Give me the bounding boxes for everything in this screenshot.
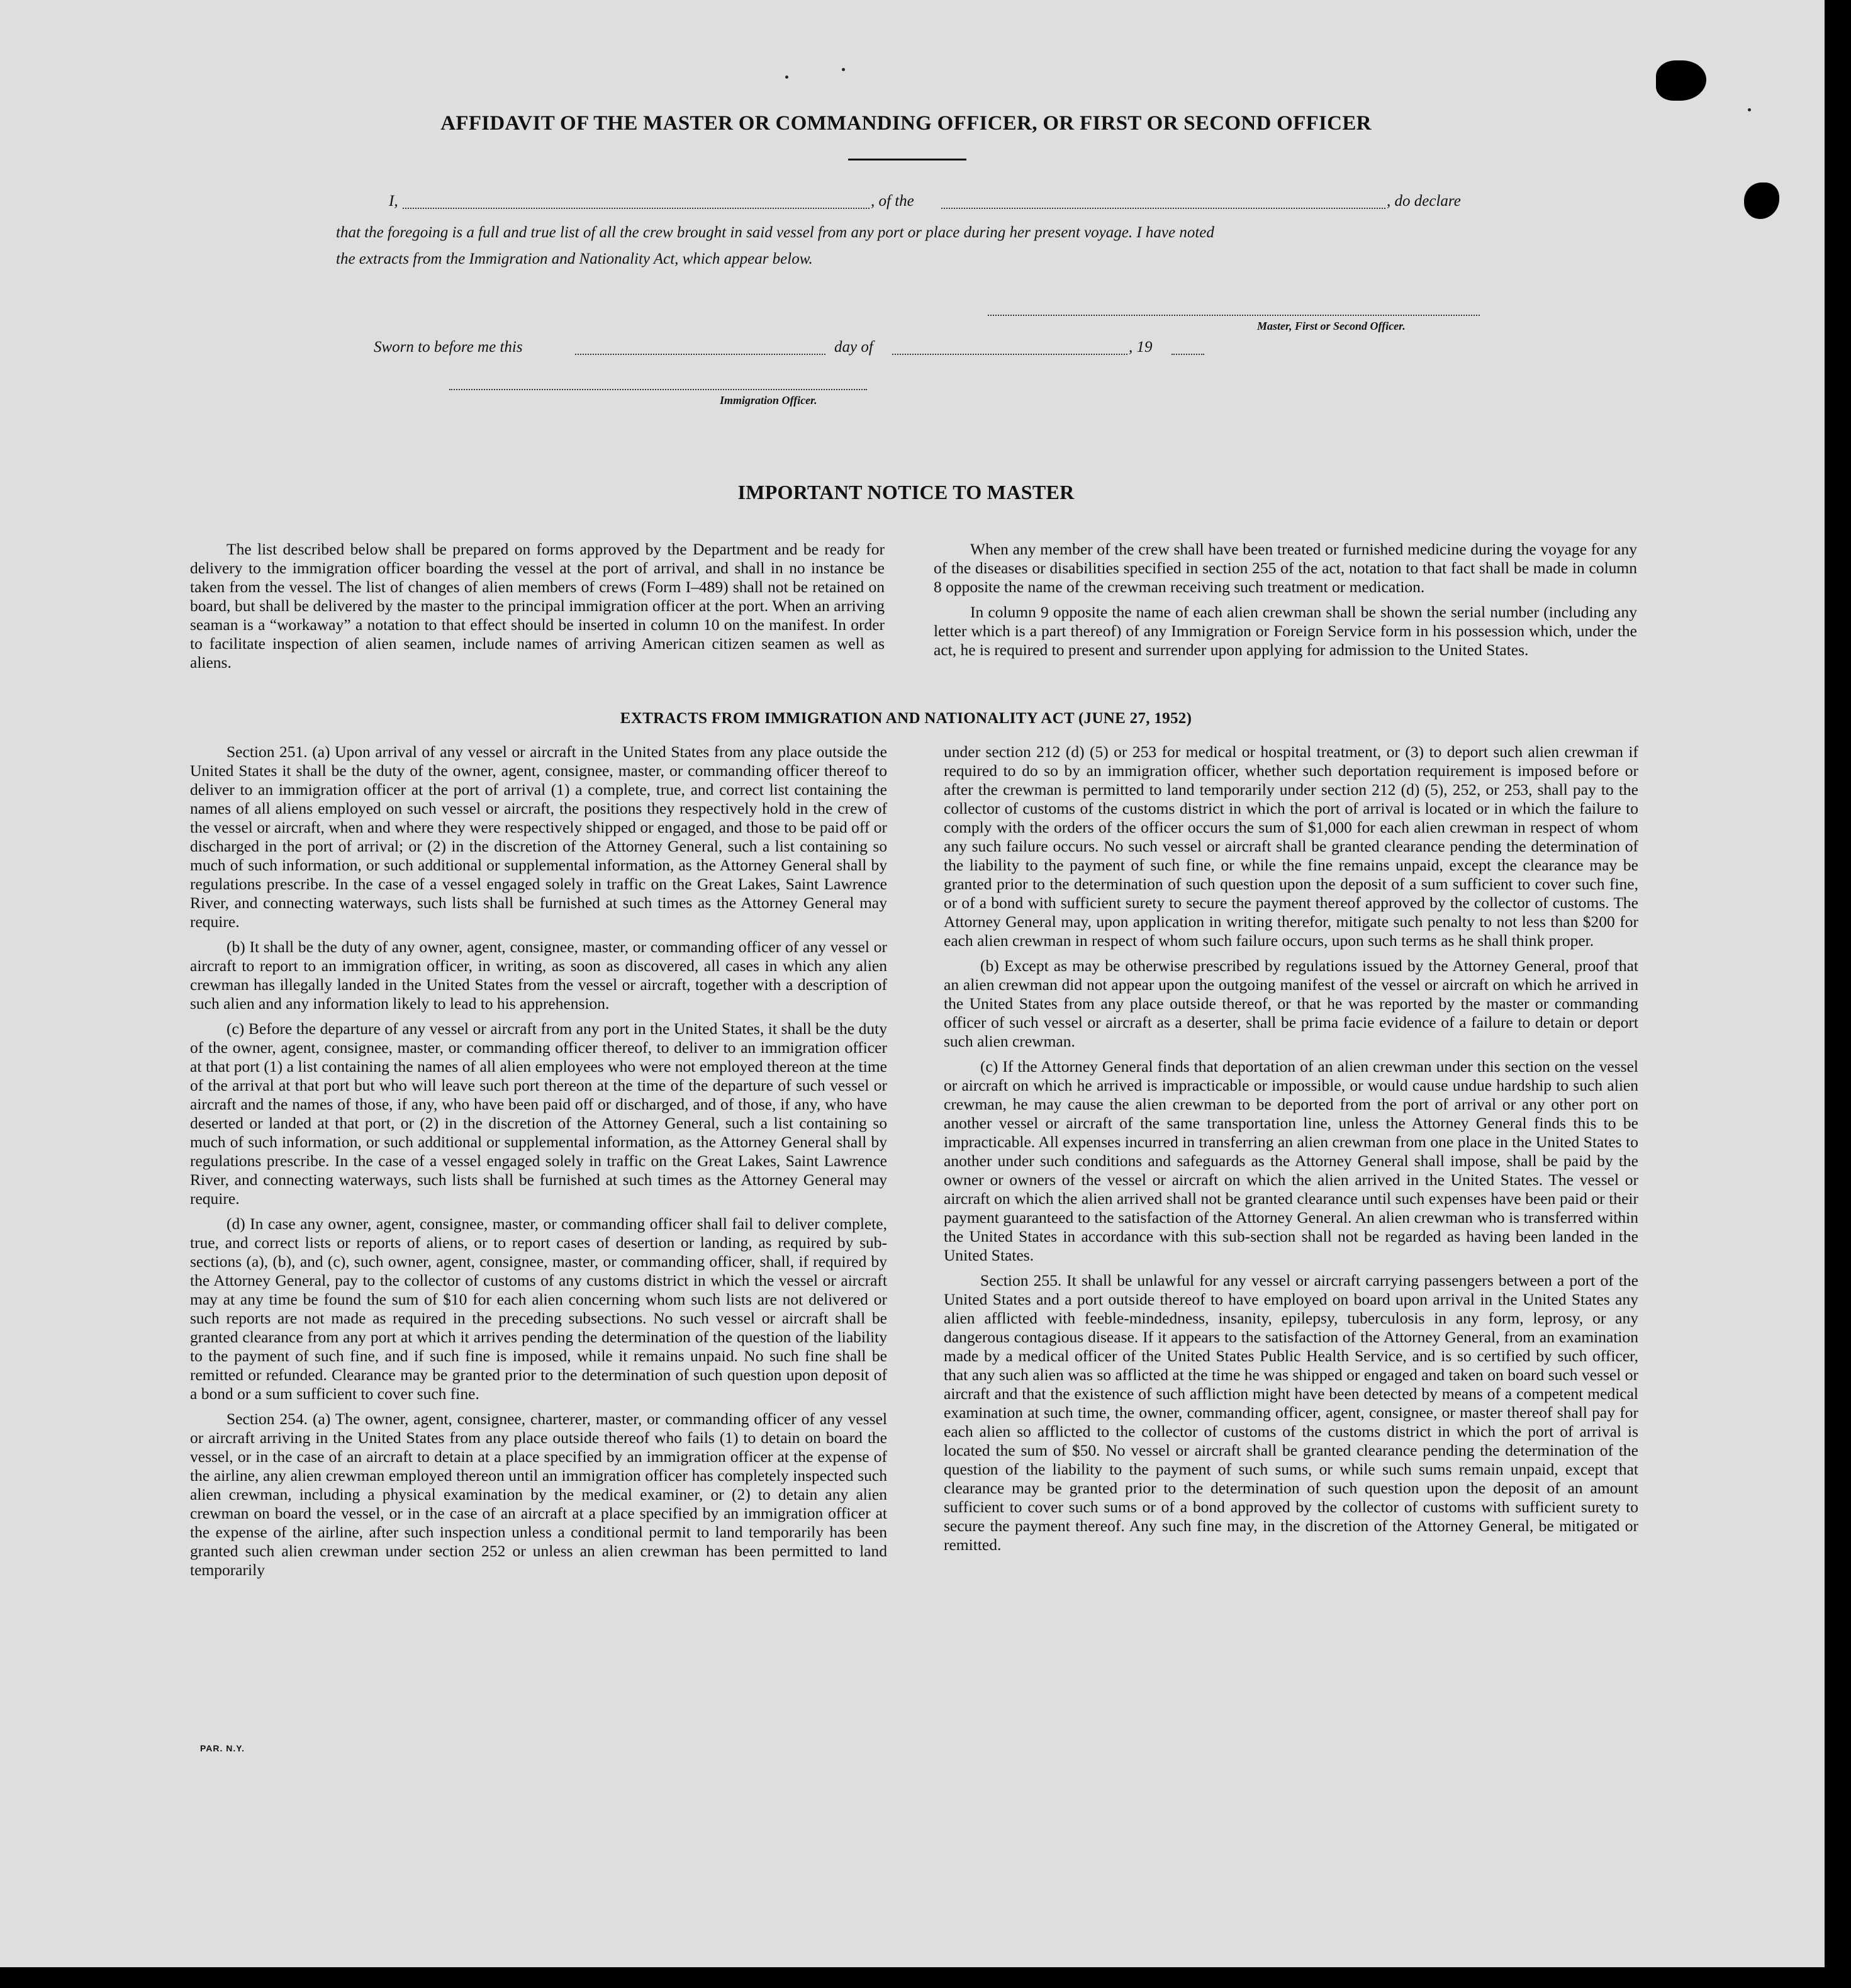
vessel-blank[interactable] (941, 208, 1385, 209)
ink-blot (1744, 183, 1779, 219)
sworn-day-blank[interactable] (575, 354, 825, 355)
ink-blot (1656, 60, 1706, 101)
month-blank[interactable] (892, 354, 1127, 355)
section-254a-continued: under section 212 (d) (5) or 253 for medical or hospital treatment, or (3) to deport such alien crewman if required to do so by an immigration officer, whether such deportation requirement is imposed before or after the crewman is permitted to land temporarily under section 212 (d) (5), 252, or 253, shall pay to the collector of customs of the customs district in which the port of arrival is located or in which the failure to comply with the orders of the officer occurs the sum of $1,000 for each alien crewman in respect of whom any such failure occurs. No such vessel or aircraft shall be granted clearance pending the determination of the liability to the payment of such fine, or while the fine remains unpaid, except the clearance may be granted prior to the determination of such question upon the deposit of a sum sufficient to cover such fine, or of a bond with sufficient surety to secure the payment thereof approved by the collector of customs. The Attorney General may, upon application in writing therefor, mitigate such penalty to not less than $200 for each alien crewman in respect of whom such failure occurs, upon such terms as he shall think proper. (944, 743, 1638, 950)
do-declare-label: , do declare (1387, 193, 1461, 210)
day-of-label: day of (834, 339, 873, 356)
notice-paragraph: In column 9 opposite the name of each alien crewman shall be shown the serial number (including any letter which is a part thereof) of any Immigration or Foreign Service form in his possession which, under the act, he is required to present and surrender upon applying for admission to the United States. (934, 603, 1637, 659)
name-blank[interactable] (403, 208, 870, 209)
officer-signature-label: Immigration Officer. (720, 394, 817, 407)
year-label: , 19 (1129, 339, 1153, 356)
declaration-line-1: that the foregoing is a full and true list of all the crew brought in said vessel from any port or place during her present voyage. I have noted (336, 224, 1214, 241)
speck (842, 68, 845, 71)
speck (1748, 108, 1751, 111)
section-251c: (c) Before the departure of any vessel or aircraft from any port in the United States, it shall be the duty of the owner, agent, consignee, master, or commanding officer thereof, to deliver to an immigration officer at that port (1) a list containing the names of all alien employees who were not employed thereon at the time of the arrival at that port but who will leave such port thereon at the time of the departure of such vessel or aircraft and the names of those, if any, who have been paid off or discharged, and of those, if any, who have deserted or landed at that port, or (2) in the discretion of the Attorney General, such a list containing so much of such information, or such additional or supplemental information, as the Attorney General shall by regulations prescribe. In the case of a vessel engaged solely in traffic on the Great Lakes, Saint Lawrence River, and connecting waterways, such lists shall be furnished at such times as the Attorney General may require. (190, 1019, 887, 1208)
master-signature-line[interactable] (988, 315, 1480, 316)
notice-title: IMPORTANT NOTICE TO MASTER (737, 481, 1075, 503)
section-254b: (b) Except as may be otherwise prescribed by regulations issued by the Attorney General, proof that an alien crewman did not appear upon the outgoing manifest of the vessel or aircraft on which he arrived in the United States from any place outside thereof, or that he was reported by the master or commanding officer of such vessel or aircraft as a deserter, shall be prima facie evidence of a failure to detain or deport such alien crewman. (944, 957, 1638, 1050)
sworn-label: Sworn to before me this (374, 339, 523, 356)
section-255: Section 255. It shall be unlawful for any vessel or aircraft carrying passengers between a port of the United States and a port outside thereof to have employed on board upon arrival in the United States any alien afflicted with feeble-mindedness, insanity, epilepsy, tuberculosis in any form, leprosy, or any dangerous contagious disease. If it appears to the satisfaction of the Attorney General, from an examination made by a medical officer of the United States Public Health Service, and is so certified by such officer, that any such alien was so afflicted at the time he was shipped or engaged and taken on board such vessel or aircraft and that the existence of such affliction might have been detected by means of a competent medical examination at such time, the owner, commanding officer, agent, consignee, or master thereof shall pay for each alien so afflicted to the collector of customs of the customs district in which the port of arrival is located the sum of $50. No vessel or aircraft shall be granted clearance pending the determination of the question of the liability to the payment of such sums, or while such sums remain unpaid, except that clearance may be granted prior to the determination of such question upon the deposit of an amount sufficient to cover such sums or of a bond approved by the collector of customs with sufficient surety to secure the payment thereof. Any such fine may, in the discretion of the Attorney General, be mitigated or remitted. (944, 1271, 1638, 1554)
title-rule (848, 159, 966, 160)
master-signature-label: Master, First or Second Officer. (1257, 320, 1406, 332)
section-251b: (b) It shall be the duty of any owner, agent, consignee, master, or commanding officer of any vessel or aircraft to report to an immigration officer, in writing, as soon as discovered, all cases in which any alien crewman has illegally landed in the United States from the vessel or aircraft, together with a description of such alien and any information likely to lead to his apprehension. (190, 938, 887, 1013)
section-251d: (d) In case any owner, agent, consignee, master, or commanding officer shall fail to deliver complete, true, and correct lists or reports of aliens, or to report cases of desertion or landing, as required by sub-sections (a), (b), and (c), such owner, agent, consignee, master, or commanding officer, shall, if required by the Attorney General, pay to the collector of customs of any customs district in which the vessel or aircraft may at any time be found the sum of $10 for each alien concerning whom such lists are not delivered or such reports are not made as required in the preceding subsections. No such vessel or aircraft shall be granted clearance from any port at which it arrives pending the determination of the question of the liability to the payment of such fine, and if such fine is imposed, while it remains unpaid. No such fine shall be remitted or refunded. Clearance may be granted prior to the determination of such question upon deposit of a bond or a sum sufficient to cover such fine. (190, 1215, 887, 1403)
officer-signature-line[interactable] (449, 389, 867, 390)
printer-code: PAR. N.Y. (200, 1743, 245, 1753)
section-251a: Section 251. (a) Upon arrival of any vessel or aircraft in the United States from any place outside the United States it shall be the duty of the owner, agent, consignee, master, or commanding officer thereof to deliver to an immigration officer at the port of arrival (1) a complete, true, and correct list containing the names of all aliens employed on such vessel or aircraft, the positions they respectively hold in the crew of the vessel or aircraft, when and where they were respectively shipped or engaged, and those to be paid off or discharged in the port of arrival; or (2) in the discretion of the Attorney General, such a list containing so much of such information, or such additional or supplemental information, as the Attorney General shall by regulations prescribe. In the case of a vessel engaged solely in traffic on the Great Lakes, Saint Lawrence River, and connecting waterways, such lists shall be furnished at such times as the Attorney General may require. (190, 743, 887, 931)
section-254c: (c) If the Attorney General finds that deportation of an alien crewman under this section on the vessel or aircraft on which he arrived is impracticable or impossible, or would cause undue hardship to such alien crewman, he may cause the alien crewman to be deported from the port of arrival or any other port on another vessel or aircraft of the same transportation line, unless the Attorney General finds this to be impracticable. All expenses incurred in transferring an alien crewman from one place in the United States to another under such conditions and safeguards as the Attorney General shall impose, shall be paid by the owner or owners of the vessel or aircraft on which the alien arrived in the United States. The vessel or aircraft on which the alien arrived shall not be granted clearance until such expenses have been paid or their payment guaranteed to the satisfaction of the Attorney General. An alien crewman who is transferred within the United States in accordance with this sub-section shall not be regarded as having been landed in the United States. (944, 1057, 1638, 1264)
notice-left-column (190, 540, 885, 678)
extracts-right-column (944, 743, 1638, 1561)
year-blank[interactable] (1172, 354, 1204, 355)
i-label: I, (389, 193, 398, 210)
notice-right-column (934, 540, 1637, 666)
section-254a: Section 254. (a) The owner, agent, consignee, charterer, master, or commanding officer of any vessel or aircraft arriving in the United States from any place outside thereof who fails (1) to detain on board the vessel, or in the case of an aircraft to detain at a place specified by an immigration officer at the expense of the airline, any alien crewman employed thereon until an immigration officer has completely inspected such alien crewman, including a physical examination by the medical examiner, or (2) to detain any alien crewman on board the vessel, or in the case of an aircraft at a place specified by an immigration officer at the expense of the airline, after such inspection unless a conditional permit to land temporarily has been granted such alien crewman under section 252 or unless an alien crewman has been permitted to land temporarily (190, 1410, 887, 1579)
affidavit-title: AFFIDAVIT OF THE MASTER OR COMMANDING OFFICER, OR FIRST OR SECOND OFFICER (440, 112, 1372, 135)
notice-paragraph: The list described below shall be prepared on forms approved by the Department and be ready for delivery to the immigration officer boarding the vessel at the port of arrival, and shall in no instance be taken from the vessel. The list of changes of alien members of crews (Form I–489) shall not be retained on board, but shall be delivered by the master to the principal immigration officer at the port. When an arriving seaman is a “workaway” a notation to that effect should be inserted in column 10 on the manifest. In order to facilitate inspection of alien seamen, include names of arriving American citizen seamen as well as aliens. (190, 540, 885, 671)
declaration-line-2: the extracts from the Immigration and Nationality Act, which appear below. (336, 250, 813, 267)
extracts-title: EXTRACTS FROM IMMIGRATION AND NATIONALITY ACT (JUNE 27, 1952) (620, 710, 1192, 727)
of-the-label: , of the (871, 193, 914, 210)
speck (785, 76, 788, 79)
notice-paragraph: When any member of the crew shall have been treated or furnished medicine during the voyage for any of the diseases or disabilities specified in section 255 of the act, notation to that fact shall be made in column 8 opposite the name of the crewman receiving such treatment or medication. (934, 540, 1637, 596)
extracts-left-column (190, 743, 887, 1586)
